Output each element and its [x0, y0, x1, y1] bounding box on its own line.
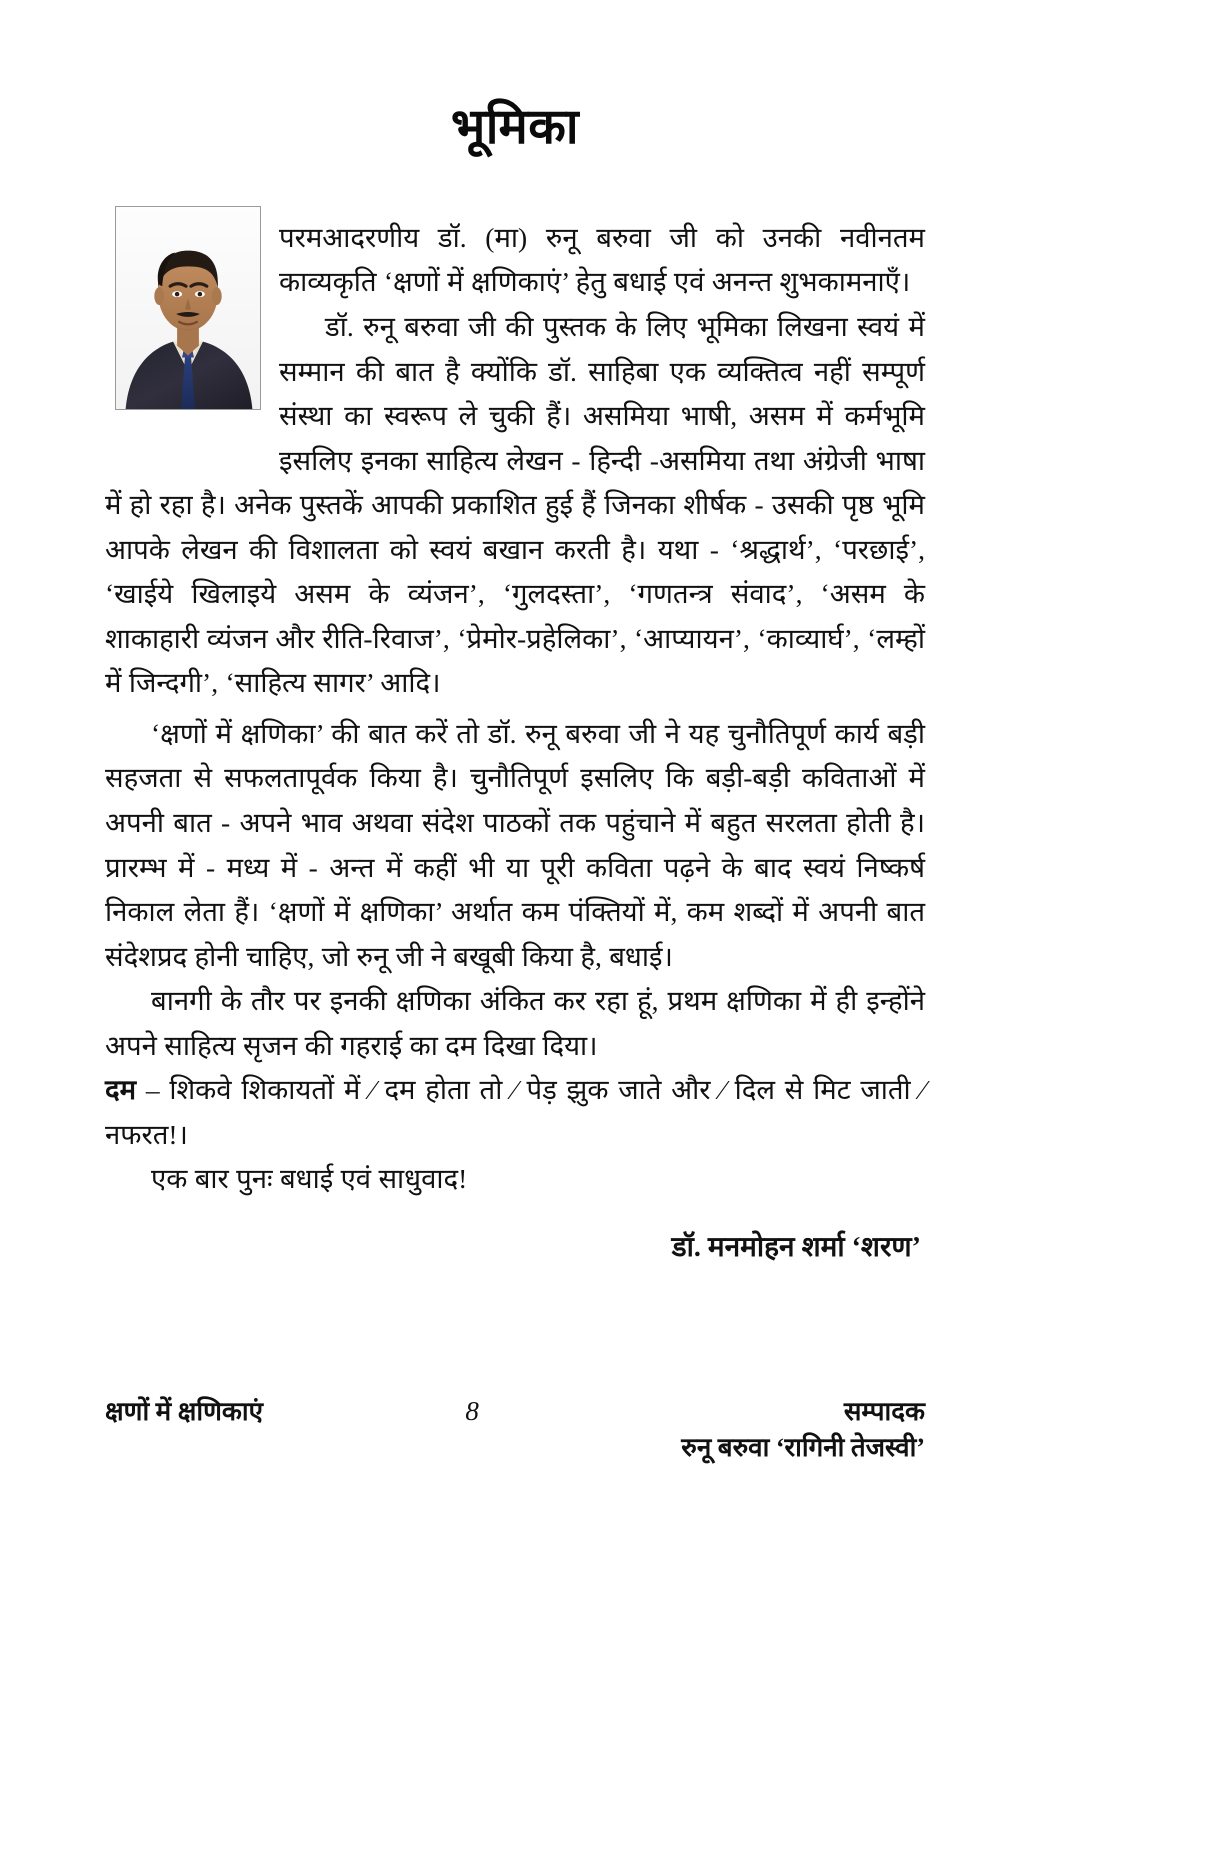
- paragraph-4: बानगी के तौर पर इनकी क्षणिका अंकित कर रहा हूं, प्रथम क्षणिका में ही इन्होंने अपने साहित्य सृजन की गहराई का दम दिखा दिया।: [105, 985, 925, 1061]
- author-portrait-photo: [115, 206, 261, 410]
- paragraph-2: डॉ. रुनू बरुवा जी की पुस्तक के लिए भूमिका लिखना स्वयं में सम्मान की बात है क्योंकि डॉ. साहिबा एक व्यक्तित्व नहीं सम्पूर्ण संस्था का स्वरूप ले चुकी हैं। असमिया भाषी, असम में कर्मभूमि इसलिए इनका साहित्य लेखन - हिन्दी -असमिया तथा अंग्रेजी भाषा में हो रहा है। अनेक पुस्तकें आपकी प्रकाशित हुई हैं जिनका शीर्षक - उसकी पृष्ठ भूमि आपके लेखन की विशालता को स्वयं बखान करती है। यथा - ‘श्रद्धार्थ’, ‘परछाई’, ‘खाईये खिलाइये असम के व्यंजन’, ‘गुलदस्ता’, ‘गणतन्त्र संवाद’, ‘असम के शाकाहारी व्यंजन और रीति-रिवाज’, ‘प्रेमोर-प्रहेलिका’, ‘आप्यायन’, ‘काव्यार्घ’, ‘लम्हों में जिन्दगी’, ‘साहित्य सागर’ आदि।: [105, 310, 925, 699]
- footer-book-title: क्षणों में क्षणिकाएं: [105, 1397, 263, 1426]
- footer-editor-name: रुनू बरुवा ‘रागिनी तेजस्वी’: [681, 1433, 925, 1462]
- signature-block: [105, 1228, 925, 1269]
- footer-editor-label: सम्पादक: [843, 1397, 925, 1426]
- paragraph-5-quote: [105, 1068, 925, 1157]
- footer-attribution: [681, 1392, 925, 1464]
- quote-body: – शिकवे शिकायतों में ⁄ दम होता तो ⁄ पेड़ झुक जाते और ⁄ दिल से मिट जाती ⁄ नफरत!।: [105, 1074, 925, 1150]
- quote-lead-word: दम: [105, 1074, 137, 1106]
- paragraph-1: परमआदरणीय डॉ. (मा) रुनू बरुवा जी को उनकी नवीनतम काव्यकृति ‘क्षणों में क्षणिकाएं’ हेतु बधाई एवं अनन्त शुभकामनाएँ।: [279, 221, 925, 298]
- paragraph-6: एक बार पुनः बधाई एवं साधुवाद!: [151, 1163, 468, 1195]
- page-content: [105, 0, 925, 1269]
- page-title: भूमिका: [450, 99, 580, 154]
- page-footer: [105, 1392, 925, 1464]
- portrait-image: [116, 207, 260, 409]
- body-text-block: [105, 154, 925, 1269]
- signature-name: डॉ. मनमोहन शर्मा ‘शरण’: [671, 1231, 921, 1263]
- portrait-float-wrapper: [105, 216, 263, 436]
- footer-page-number: 8: [465, 1396, 479, 1426]
- paragraph-3: ‘क्षणों में क्षणिका’ की बात करें तो डॉ. रुनू बरुवा जी ने यह चुनौतिपूर्ण कार्य बड़ी सहजता से सफलतापूर्वक किया है। चुनौतिपूर्ण इसलिए कि बड़ी-बड़ी कविताओं में अपनी बात - अपने भाव अथवा संदेश पाठकों तक पहुंचाने में बहुत सरलता होती है। प्रारम्भ में - मध्य में - अन्त में कहीं भी या पूरी कविता पढ़ने के बाद स्वयं निष्कर्ष निकाल लेता हैं। ‘क्षणों में क्षणिका’ अर्थात कम पंक्तियों में, कम शब्दों में अपनी बात संदेशप्रद होनी चाहिए, जो रुनू जी ने बखूबी किया है, बधाई।: [105, 717, 925, 972]
